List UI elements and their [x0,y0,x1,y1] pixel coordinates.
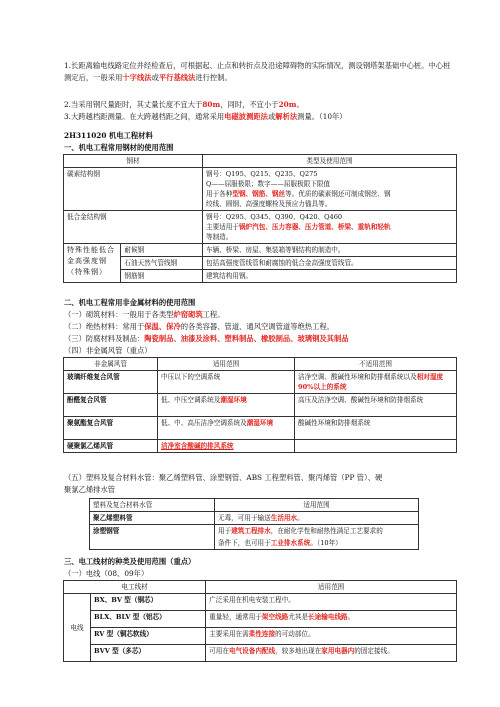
wire-header-use: 适用范围 [206,581,457,594]
pipe-use: 用于建筑工程排水，在耐化学性和耐热性满足工艺要求的 [215,525,419,538]
special-steel-usage: 建筑结构用钢。 [203,270,457,283]
carbon-steel-name: 碳素结构钢 [64,168,203,211]
duct-subheading: （四）非金属风管（重点） [64,346,152,355]
special-steel-name: 特殊性能低合金高强度钢（特殊钢） [64,244,121,283]
pipe-name: 聚乙烯塑料管 [90,512,215,525]
special-steel-usage: 包括高强度管线管和耐腐蚀的低合金高强度管线管。 [203,257,457,270]
low-alloy-steel-name: 低合金结构钢 [64,211,203,244]
intro-paragraph-2: 2.当采用钢尺量距时，其丈量长度不宜大于80m，同时，不宜小于20m。 [64,100,304,109]
table-row [64,611,457,628]
wire-use: 可用在电气设备内配线，较多地出现在家用电器内的固定接线。 [206,645,457,662]
wire-table [63,580,457,662]
duct-not [295,440,457,453]
steel-header-usage: 类型及使用范围 [203,155,457,168]
table-row [64,394,457,417]
table-row [64,244,457,257]
section-1-title: 一、机电工程常用钢材的使用范围 [64,143,174,152]
steel-table [63,154,457,283]
wire-use: 广泛采用在机电安装工程中。 [206,594,457,611]
special-steel-sub: 耐候钢 [121,244,203,257]
wire-group-label: 电线 [64,594,91,662]
pipe-name: 涂塑钢管 [90,525,215,550]
duct-table [63,357,457,453]
wire-use: 主要采用在需柔性连接的可动部位。 [206,628,457,645]
plastic-pipe-intro-2: 聚氯乙烯排水管 [64,485,116,494]
table-row [64,440,457,453]
duct-not: 洁净空调、酸碱性环境和防排烟系统以及相对湿度 90%以上的系统 [295,371,457,394]
insulation-item: （二）绝热材料：常用于保温、保冷的各类容器、管道、通风空调管道等绝热工程。 [64,322,334,331]
table-row [64,371,457,394]
steel-header-material: 钢材 [64,155,203,168]
duct-header-name: 非金属风管 [64,358,158,371]
anticorrosion-item: （三）防腐材料及制品：陶瓷制品、油漆及涂料、塑料制品、橡胶制品、玻璃钢及其制品 [64,334,349,343]
duct-use: 低、中、高压洁净空调系统及潮湿环境 [158,417,295,440]
special-steel-usage: 车辆、桥梁、房屋、集装箱等钢结构的制造中。 [203,244,457,257]
duct-name: 硬聚氯乙烯风管 [64,440,158,453]
table-row [64,168,457,211]
table-row [64,645,457,662]
wire-name: RV 型（铜芯软线） [91,628,206,645]
pipe-header-use: 适用范围 [215,499,419,512]
duct-not: 酸碱性环境和防排烟系统 [295,417,457,440]
pipe-use: 无毒，可用于输送生活用水。 [215,512,419,525]
plastic-pipe-intro-1: （五）塑料及复合材料水管：聚乙烯塑料管、涂塑钢管、ABS 工程塑料管、聚丙烯管（PP 管）、硬 [64,473,383,482]
pipe-table [89,498,419,550]
duct-name: 酚醛复合风管 [64,394,158,417]
duct-use: 洁净室含酸碱的排风系统 [158,440,295,453]
carbon-steel-usage: 钢号：Q195、Q215、Q235、Q275 Q——屈服极限；数字——屈服极限下限值 用于各种型钢、钢筋、钢丝等。优质的碳素钢还可制成钢丝、钢 绞线、圆钢、高强度螺栓及预应力锚具等。 [203,168,457,211]
duct-use: 中压以下的空调系统 [158,371,295,394]
table-row [64,594,457,611]
special-steel-sub: 石油天然气管线钢 [121,257,203,270]
section-2-title: 二、机电工程常用非金属材料的使用范围 [64,298,196,307]
table-row [64,257,457,270]
special-steel-sub: 钢筋钢 [121,270,203,283]
duct-name: 聚氨酯复合风管 [64,417,158,440]
duct-header-not: 不适用范围 [295,358,457,371]
section-3-title: 三、电工线材的种类及使用范围（重点） [64,557,196,566]
masonry-item: （一）砌筑材料：一般用于各类型炉窑砌筑工程。 [64,310,225,319]
table-row [64,417,457,440]
wire-name: BX、BV 型（铜芯） [91,594,206,611]
pipe-use: 条件下，也可用于工业排水系统。（10年） [215,537,419,550]
duct-header-use: 适用范围 [158,358,295,371]
wire-subheading: （一）电线（08、09年） [64,569,149,578]
table-row [90,525,419,538]
wire-name: BLX、BLV 型（铝芯） [91,611,206,628]
wire-header-name: 电工线材 [64,581,206,594]
duct-use: 低、中压空调系统及潮湿环境 [158,394,295,417]
table-row [90,512,419,525]
wire-use: 重量轻，通常用于架空线路尤其是长途输电线路。 [206,611,457,628]
table-row [64,211,457,244]
intro-paragraph-1: 1.长距离输电线路定位并经检查后，可根据起、止点和转折点及沿途障碍物的实际情况，测设钢塔架基础中心桩。中心桩测定后，一般采用十字线法或平行基线法进行控制。 [64,61,451,83]
table-row [64,270,457,283]
section-code-heading: 2H311020 机电工程材料 [64,131,153,140]
duct-name: 玻璃纤维复合风管 [64,371,158,394]
intro-paragraph-3: 3.大跨越档距测量。在大跨越档距之间，通常采用电磁波测距法或解析法测量。（10年） [64,112,347,121]
wire-name: BVV 型（多芯） [91,645,206,662]
low-alloy-steel-usage: 钢号：Q295、Q345、Q390、Q420、Q460 主要适用于锅炉汽包、压力容器、压力管道、桥梁、重轨和轻轨 等制造。 [203,211,457,244]
duct-not: 高压及洁净空调、酸碱性环境和防排烟系统 [295,394,457,417]
pipe-header-name: 塑料及复合材料水管 [90,499,215,512]
table-row [64,628,457,645]
